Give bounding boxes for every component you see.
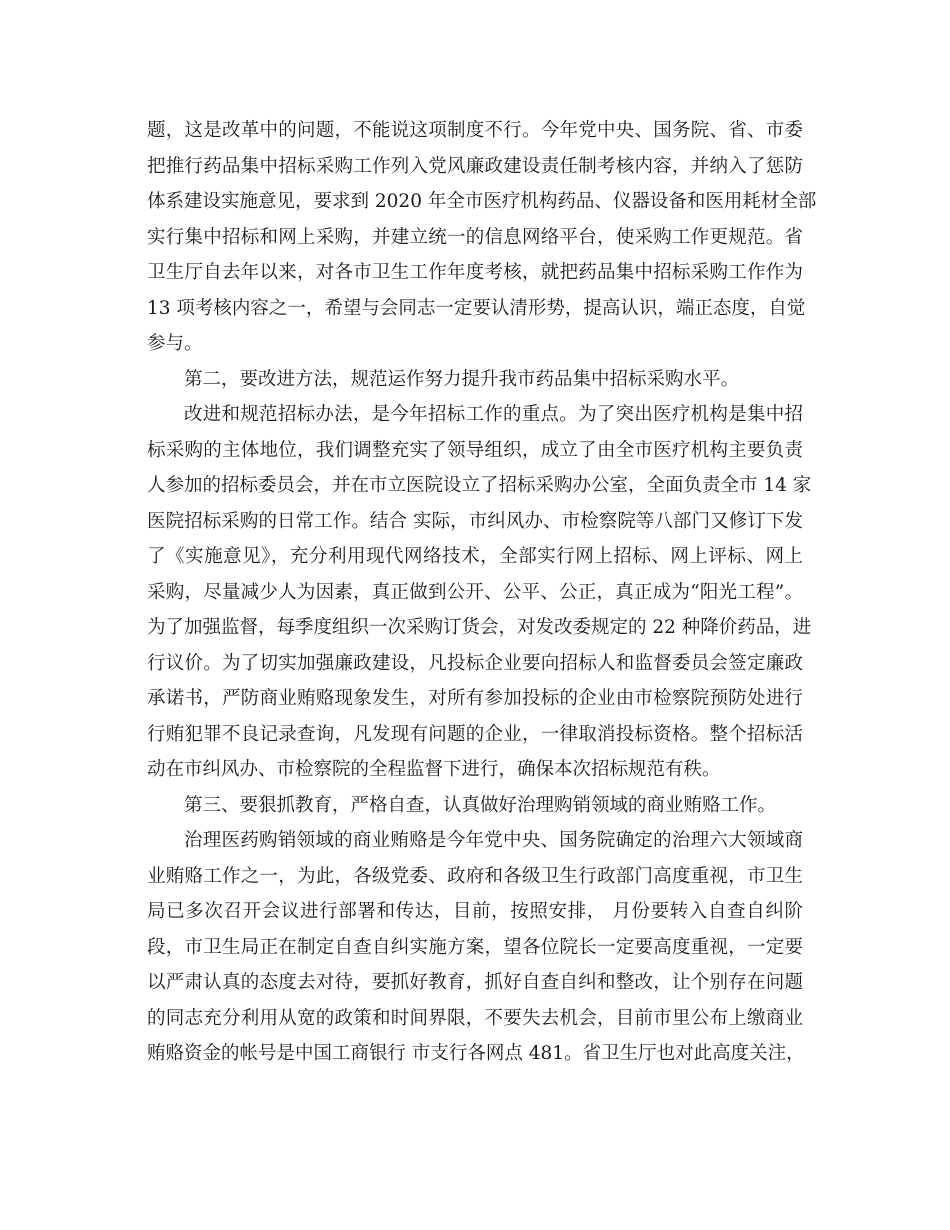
document-body	[147, 113, 817, 1072]
text-line: 治理医药购销领域的商业贿赂是今年党中央、国务院确定的治理六大领域商	[184, 830, 803, 851]
section-heading: 第三、要狠抓教育，严格自查，认真做好治理购销领域的商业贿赂工作。	[184, 794, 777, 816]
text-line: 局已多次召开会议进行部署和传达，目前，按照安排， 月份要转入自查自纠阶	[147, 901, 803, 922]
text-line: 体系建设实施意见，要求到 2020 年全市医疗机构药品、仪器设备和医用耗材全部	[147, 191, 817, 212]
text-line: 医院招标采购的日常工作。结合 实际，市纠风办、市检察院等八部门又修订下发	[147, 510, 803, 532]
text-line: 动在市纠风办、市检察院的全程监督下进行，确保本次招标规范有秩。	[147, 759, 721, 780]
text-line: 参与。	[147, 333, 203, 354]
text-line: 题，这是改革中的问题，不能说这项制度不行。今年党中央、国务院、省、市委	[147, 120, 803, 141]
text-line: 把推行药品集中招标采购工作列入党风廉政建设责任制考核内容，并纳入了惩防	[147, 155, 803, 177]
text-line: 的同志充分利用从宽的政策和时间界限，不要失去机会，目前市里公布上缴商业	[147, 1007, 803, 1029]
text-line: 行议价。为了切实加强廉政建设，凡投标企业要向招标人和监督委员会签定廉政	[147, 652, 803, 674]
text-line: 贿赂资金的帐号是中国工商银行 市支行各网点 481。省卫生厅也对此高度关注，	[147, 1043, 805, 1064]
text-line: 人参加的招标委员会，并在市立医院设立了招标采购办公室，全面负责全市 14 家	[147, 475, 812, 496]
text-line: 采购，尽量减少人为因素，真正做到公开、公平、公正，真正成为“阳光工程”。	[147, 581, 803, 603]
section-heading: 第二，要改进方法，规范运作努力提升我市药品集中招标采购水平。	[184, 368, 740, 390]
text-line: 13 项考核内容之一，希望与会同志一定要认清形势，提高认识，端正态度，自觉	[147, 297, 806, 319]
text-line: 段，市卫生局正在制定自查自纠实施方案，望各位院长一定要高度重视，一定要	[147, 936, 803, 958]
text-line: 标采购的主体地位，我们调整充实了领导组织，成立了由全市医疗机构主要负责	[147, 439, 803, 461]
text-line: 实行集中招标和网上采购，并建立统一的信息网络平台，使采购工作更规范。省	[147, 226, 803, 248]
text-line: 行贿犯罪不良记录查询，凡发现有问题的企业，一律取消投标资格。整个招标活	[147, 723, 803, 745]
text-line: 卫生厅自去年以来，对各市卫生工作年度考核，就把药品集中招标采购工作作为	[147, 262, 803, 283]
text-line: 以严肃认真的态度去对待，要抓好教育，抓好自查自纠和整改，让个别存在问题	[147, 972, 803, 993]
text-line: 业贿赂工作之一，为此，各级党委、政府和各级卫生行政部门高度重视，市卫生	[147, 865, 803, 887]
text-line: 承诺书，严防商业贿赂现象发生，对所有参加投标的企业由市检察院预防处进行	[147, 688, 803, 709]
text-line: 为了加强监督，每季度组织一次采购订货会，对发改委规定的 22 种降价药品，进	[147, 617, 812, 638]
text-line: 了《实施意见》，充分利用现代网络技术，全部实行网上招标、网上评标、网上	[147, 546, 803, 567]
text-line: 改进和规范招标办法，是今年招标工作的重点。为了突出医疗机构是集中招	[184, 404, 803, 425]
